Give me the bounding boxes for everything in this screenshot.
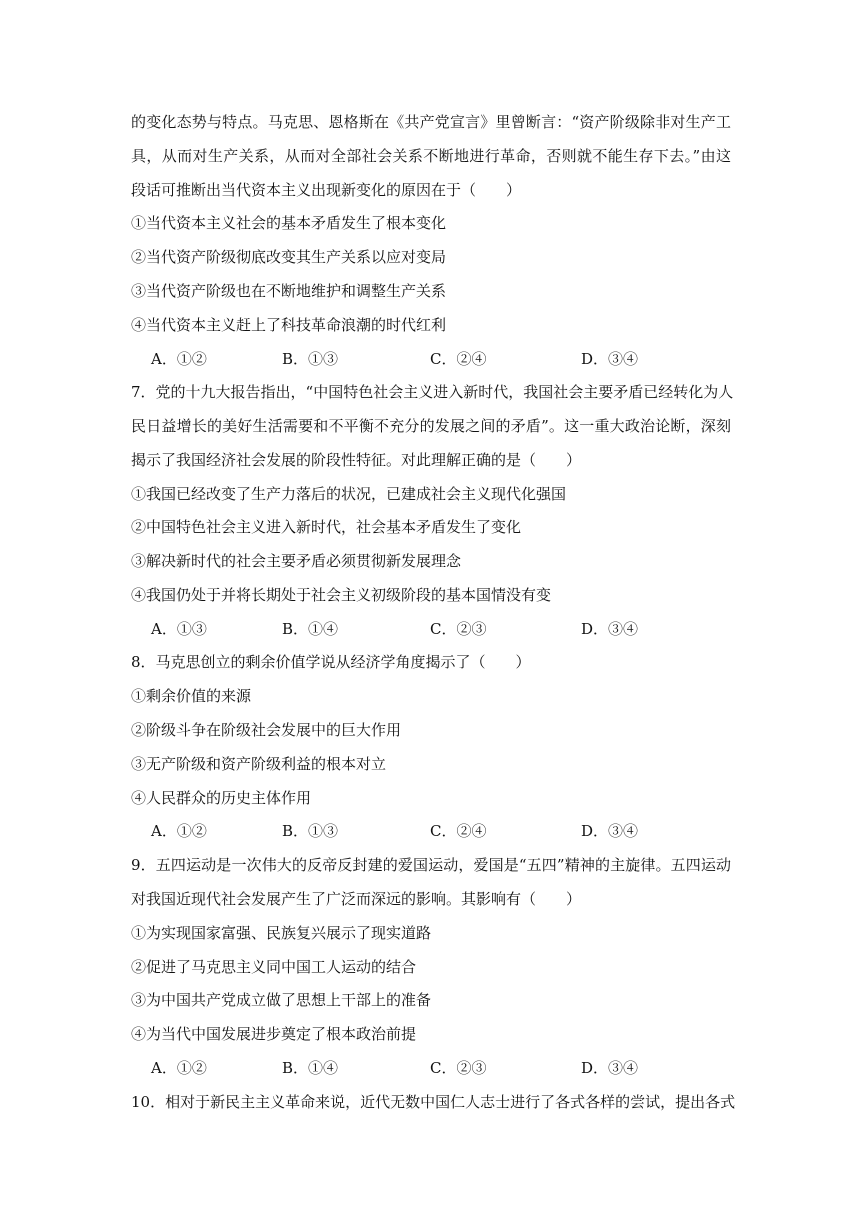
q6-options — [131, 349, 731, 369]
q8-item-1: ①剩余价值的来源 — [131, 687, 252, 705]
q9-stem-line-1: 9．五四运动是一次伟大的反帝反封建的爱国运动，爱国是“五四”精神的主旋律。五四运动 — [131, 856, 731, 874]
q6-item-4: ④当代资本主义赶上了科技革命浪潮的时代红利 — [131, 316, 447, 334]
q8-options — [131, 821, 731, 841]
q7-option-c[interactable]: C．②③ — [430, 620, 487, 638]
q10-stem-line-1: 10．相对于新民主主义革命来说，近代无数中国仁人志士进行了各式各样的尝试，提出各式 — [131, 1093, 736, 1111]
q6-stem-line-1: 的变化态势与特点。马克思、恩格斯在《共产党宣言》里曾断言：“资产阶级除非对生产工 — [131, 113, 731, 131]
q8-option-b[interactable]: B．①③ — [282, 822, 339, 840]
q8-option-a[interactable]: A．①② — [151, 822, 207, 840]
q6-stem-line-2: 具，从而对生产关系，从而对全部社会关系不断地进行革命，否则就不能生存下去。”由这 — [131, 147, 731, 165]
q9-option-d[interactable]: D．③④ — [581, 1059, 639, 1077]
q6-option-a[interactable]: A．①② — [151, 350, 207, 368]
q8-option-d[interactable]: D．③④ — [581, 822, 639, 840]
q6-option-b[interactable]: B．①③ — [282, 350, 339, 368]
q7-stem-line-1: 7．党的十九大报告指出，“中国特色社会主义进入新时代，我国社会主要矛盾已经转化为人 — [131, 383, 734, 401]
q6-option-d[interactable]: D．③④ — [581, 350, 639, 368]
q6-item-3: ③当代资产阶级也在不断地维护和调整生产关系 — [131, 282, 447, 300]
q9-option-b[interactable]: B．①④ — [282, 1059, 339, 1077]
q7-stem-line-2: 民日益增长的美好生活需要和不平衡不充分的发展之间的矛盾”。这一重大政治论断，深刻 — [131, 417, 731, 435]
q6-item-1: ①当代资本主义社会的基本矛盾发生了根本变化 — [131, 214, 447, 232]
q8-item-3: ③无产阶级和资产阶级利益的根本对立 — [131, 755, 387, 773]
q8-item-2: ②阶级斗争在阶级社会发展中的巨大作用 — [131, 721, 402, 739]
q9-options — [131, 1058, 731, 1078]
q9-option-a[interactable]: A．①② — [151, 1059, 207, 1077]
q7-item-2: ②中国特色社会主义进入新时代，社会基本矛盾发生了变化 — [131, 518, 522, 536]
q9-item-2: ②促进了马克思主义同中国工人运动的结合 — [131, 958, 417, 976]
q6-item-2: ②当代资产阶级彻底改变其生产关系以应对变局 — [131, 248, 447, 266]
q9-stem-line-2: 对我国近现代社会发展产生了广泛而深远的影响。其影响有（ ） — [131, 890, 582, 908]
q9-option-c[interactable]: C．②③ — [430, 1059, 487, 1077]
q8-option-c[interactable]: C．②④ — [430, 822, 487, 840]
q7-item-3: ③解决新时代的社会主要矛盾必须贯彻新发展理念 — [131, 552, 462, 570]
q6-stem-line-3: 段话可推断出当代资本主义出现新变化的原因在于（ ） — [131, 181, 522, 199]
q6-option-c[interactable]: C．②④ — [430, 350, 487, 368]
q7-stem-line-3: 揭示了我国经济社会发展的阶段性特征。对此理解正确的是（ ） — [131, 451, 582, 469]
q7-option-a[interactable]: A．①③ — [151, 620, 207, 638]
q7-option-d[interactable]: D．③④ — [581, 620, 639, 638]
q8-item-4: ④人民群众的历史主体作用 — [131, 789, 312, 807]
q7-option-b[interactable]: B．①④ — [282, 620, 339, 638]
q9-item-3: ③为中国共产党成立做了思想上干部上的准备 — [131, 991, 432, 1009]
q8-stem-line-1: 8．马克思创立的剩余价值学说从经济学角度揭示了（ ） — [131, 653, 531, 671]
q9-item-1: ①为实现国家富强、民族复兴展示了现实道路 — [131, 924, 432, 942]
q9-item-4: ④为当代中国发展进步奠定了根本政治前提 — [131, 1025, 417, 1043]
q7-item-1: ①我国已经改变了生产力落后的状况，已建成社会主义现代化强国 — [131, 485, 567, 503]
q7-options — [131, 619, 731, 639]
q7-item-4: ④我国仍处于并将长期处于社会主义初级阶段的基本国情没有变 — [131, 586, 552, 604]
